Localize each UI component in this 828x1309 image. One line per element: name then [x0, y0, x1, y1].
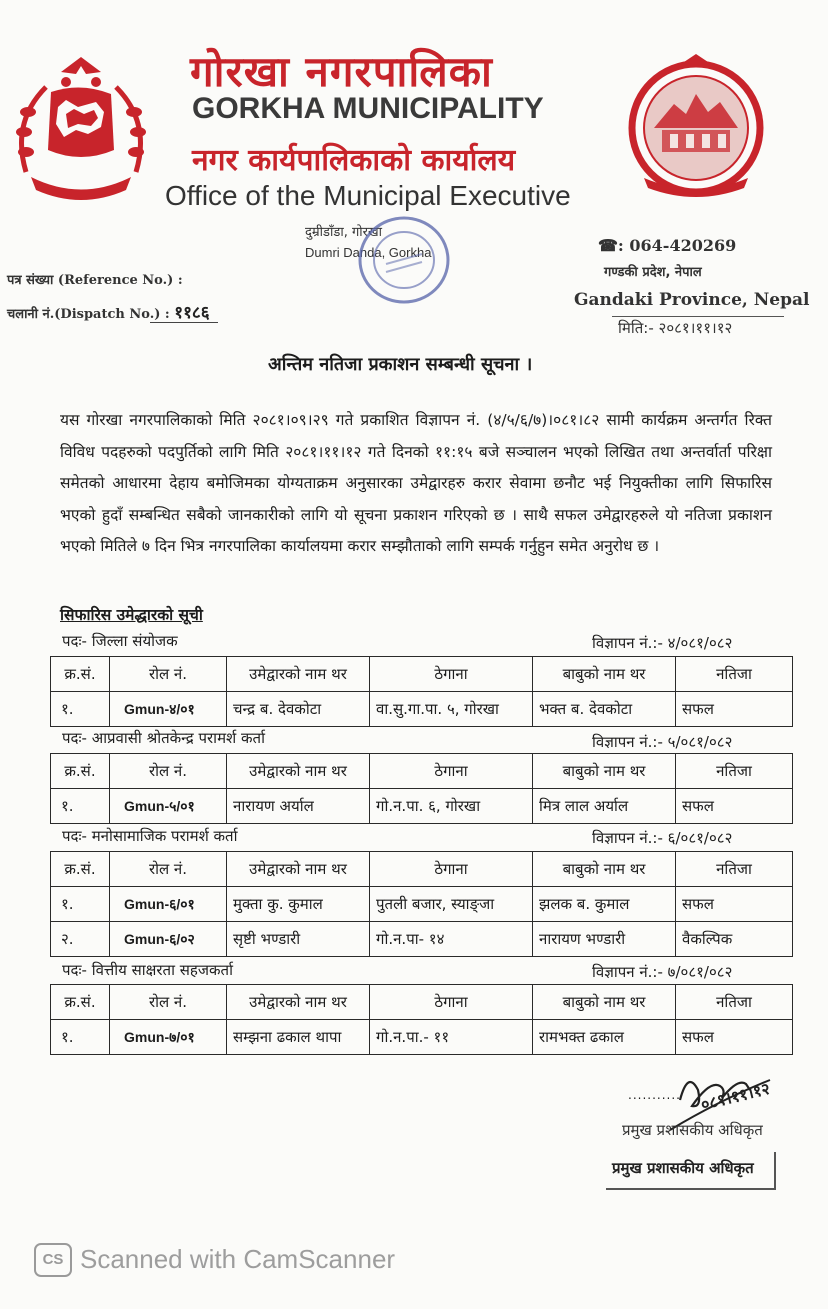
cell-address: गो.न.पा.- ११	[370, 1020, 533, 1055]
header-result: नतिजा	[676, 985, 793, 1020]
cell-roll: Gmun-६/०१	[110, 887, 227, 922]
municipality-title-english: GORKHA MUNICIPALITY	[192, 92, 544, 125]
header-serial: क्र.सं.	[51, 657, 110, 692]
date-divider	[612, 316, 784, 317]
table-header-row	[51, 852, 793, 887]
cell-serial: १.	[51, 692, 110, 727]
header-address: ठेगाना	[370, 754, 533, 789]
cell-roll: Gmun-४/०१	[110, 692, 227, 727]
advertisement-number: विज्ञापन नं.:- ५/०८१/०८२	[592, 733, 733, 751]
recommended-list-title: सिफारिस उमेद्धारको सूची	[60, 606, 203, 624]
dispatch-number-label: चलानी नं.(Dispatch No.) :	[7, 307, 170, 322]
post-label: पदः- जिल्ला संयोजक	[62, 632, 178, 650]
cell-result: सफल	[676, 887, 793, 922]
header-father: बाबुको नाम थर	[533, 985, 676, 1020]
header-roll: रोल नं.	[110, 657, 227, 692]
province-english: Gandaki Province, Nepal	[574, 290, 810, 310]
results-table	[50, 656, 793, 727]
table-header-row	[51, 985, 793, 1020]
cell-name: सृष्टी भण्डारी	[227, 922, 370, 957]
municipality-title-nepali: गोरखा नगरपालिका	[190, 47, 493, 96]
advertisement-number: विज्ञापन नं.:- ६/०८१/०८२	[592, 829, 733, 847]
cell-name: मुक्ता कु. कुमाल	[227, 887, 370, 922]
header-father: बाबुको नाम थर	[533, 852, 676, 887]
header-serial: क्र.सं.	[51, 985, 110, 1020]
cell-roll: Gmun-६/०२	[110, 922, 227, 957]
header-address: ठेगाना	[370, 852, 533, 887]
province-nepali: गण्डकी प्रदेश, नेपाल	[604, 265, 702, 280]
phone-number: ☎: 064-420269	[598, 236, 737, 255]
address-nepali: दुम्रीडाँडा, गोरखा	[305, 225, 382, 240]
header-name: उमेद्वारको नाम थर	[227, 852, 370, 887]
signature-dots: ...........	[628, 1088, 681, 1102]
office-stamp	[356, 214, 452, 306]
camscanner-watermark: Scanned with CamScanner	[80, 1244, 396, 1274]
camscanner-logo-icon: CS	[34, 1243, 72, 1277]
header-name: उमेद्वारको नाम थर	[227, 985, 370, 1020]
cell-address: गो.न.पा. ६, गोरखा	[370, 789, 533, 824]
cell-roll: Gmun-७/०१	[110, 1020, 227, 1055]
cell-father: रामभक्त ढकाल	[533, 1020, 676, 1055]
results-table	[50, 753, 793, 824]
cell-name: चन्द्र ब. देवकोटा	[227, 692, 370, 727]
cell-address: वा.सु.गा.पा. ५, गोरखा	[370, 692, 533, 727]
table-row	[51, 692, 793, 727]
cell-father: मित्र लाल अर्याल	[533, 789, 676, 824]
header-address: ठेगाना	[370, 657, 533, 692]
header-father: बाबुको नाम थर	[533, 754, 676, 789]
office-title-english: Office of the Municipal Executive	[165, 180, 571, 211]
cell-result: वैकल्पिक	[676, 922, 793, 957]
results-table	[50, 984, 793, 1055]
header-result: नतिजा	[676, 657, 793, 692]
post-label: पदः- वित्तीय साक्षरता सहजकर्ता	[62, 961, 233, 979]
address-english: Dumri Danda, Gorkha	[305, 245, 432, 260]
header-result: नतिजा	[676, 754, 793, 789]
table-row	[51, 922, 793, 957]
cell-result: सफल	[676, 1020, 793, 1055]
municipality-seal-logo	[624, 54, 768, 202]
header-roll: रोल नं.	[110, 985, 227, 1020]
cell-name: सम्झना ढकाल थापा	[227, 1020, 370, 1055]
header-serial: क्र.सं.	[51, 754, 110, 789]
table-header-row	[51, 754, 793, 789]
header-roll: रोल नं.	[110, 754, 227, 789]
header-result: नतिजा	[676, 852, 793, 887]
advertisement-number: विज्ञापन नं.:- ४/०८१/०८२	[592, 634, 733, 652]
header-serial: क्र.सं.	[51, 852, 110, 887]
header-name: उमेद्वारको नाम थर	[227, 657, 370, 692]
post-label: पदः- मनोसामाजिक परामर्श कर्ता	[62, 827, 238, 845]
cell-serial: २.	[51, 922, 110, 957]
reference-number-label: पत्र संख्या (Reference No.) :	[7, 273, 183, 288]
cell-serial: १.	[51, 887, 110, 922]
nepal-emblem-logo	[6, 52, 156, 212]
notice-heading: अन्तिम नतिजा प्रकाशन सम्बन्धी सूचना ।	[268, 354, 533, 375]
cell-serial: १.	[51, 1020, 110, 1055]
post-label: पदः- आप्रवासी श्रोतकेन्द्र परामर्श कर्ता	[62, 729, 265, 747]
letter-date: मिति:- २०८१।११।१२	[618, 319, 733, 337]
cell-father: नारायण भण्डारी	[533, 922, 676, 957]
cell-name: नारायण अर्याल	[227, 789, 370, 824]
dispatch-number	[7, 300, 210, 323]
notice-paragraph: यस गोरखा नगरपालिकाको मिति २०८१।०९।२९ गते प्रकाशित विज्ञापन नं. (४/५/६/७)।०८१।८२ सामी कार्यक्रम अन्तर्गत रिक्त विविध पदहरुको पदपुर्तिको लागि मिति २०८१।११।१२ गते दिनको ११:१५ बजे सञ्चालन भएको लिखित तथा अन्तर्वार्ता परिक्षा समेतको आधारमा देहाय बमोजिमका योग्यताक्रम अनुसारका उमेद्वारहरु करार सेवामा छनौट भई नियुक्तीका लागि सिफारिस भएको हुदाँ सम्बन्धित सबैको जानकारीको लागि यो सूचना प्रकाशन गरिएको छ । साथै सफल उमेद्वारहरुले यो नतिजा प्रकाशन भएको मितिले ७ दिन भित्र नगरपालिका कार्यालयमा करार सम्झौताको लागि सम्पर्क गर्नुहुन समेत अनुरोध छ ।	[60, 411, 772, 555]
signatory-stamp: प्रमुख प्रशासकीय अधिकृत	[612, 1159, 754, 1177]
header-father: बाबुको नाम थर	[533, 657, 676, 692]
office-title-nepali: नगर कार्यपालिकाको कार्यालय	[192, 143, 516, 178]
cell-address: पुतली बजार, स्याङ्जा	[370, 887, 533, 922]
cell-father: भक्त ब. देवकोटा	[533, 692, 676, 727]
table-row	[51, 887, 793, 922]
table-row	[51, 1020, 793, 1055]
cell-serial: १.	[51, 789, 110, 824]
signature-date: ०८१।११।१२	[698, 1078, 772, 1115]
dispatch-underline	[150, 322, 218, 323]
cell-roll: Gmun-५/०१	[110, 789, 227, 824]
cell-address: गो.न.पा- १४	[370, 922, 533, 957]
signatory-title: प्रमुख प्रशासकीय अधिकृत	[622, 1121, 763, 1139]
stamp-border	[606, 1152, 776, 1190]
dispatch-number-value: ११८६	[174, 303, 210, 323]
cell-result: सफल	[676, 789, 793, 824]
table-header-row	[51, 657, 793, 692]
cell-father: झलक ब. कुमाल	[533, 887, 676, 922]
advertisement-number: विज्ञापन नं.:- ७/०८१/०८२	[592, 963, 733, 981]
table-row	[51, 789, 793, 824]
results-table	[50, 851, 793, 957]
cell-result: सफल	[676, 692, 793, 727]
header-roll: रोल नं.	[110, 852, 227, 887]
header-name: उमेद्वारको नाम थर	[227, 754, 370, 789]
header-address: ठेगाना	[370, 985, 533, 1020]
